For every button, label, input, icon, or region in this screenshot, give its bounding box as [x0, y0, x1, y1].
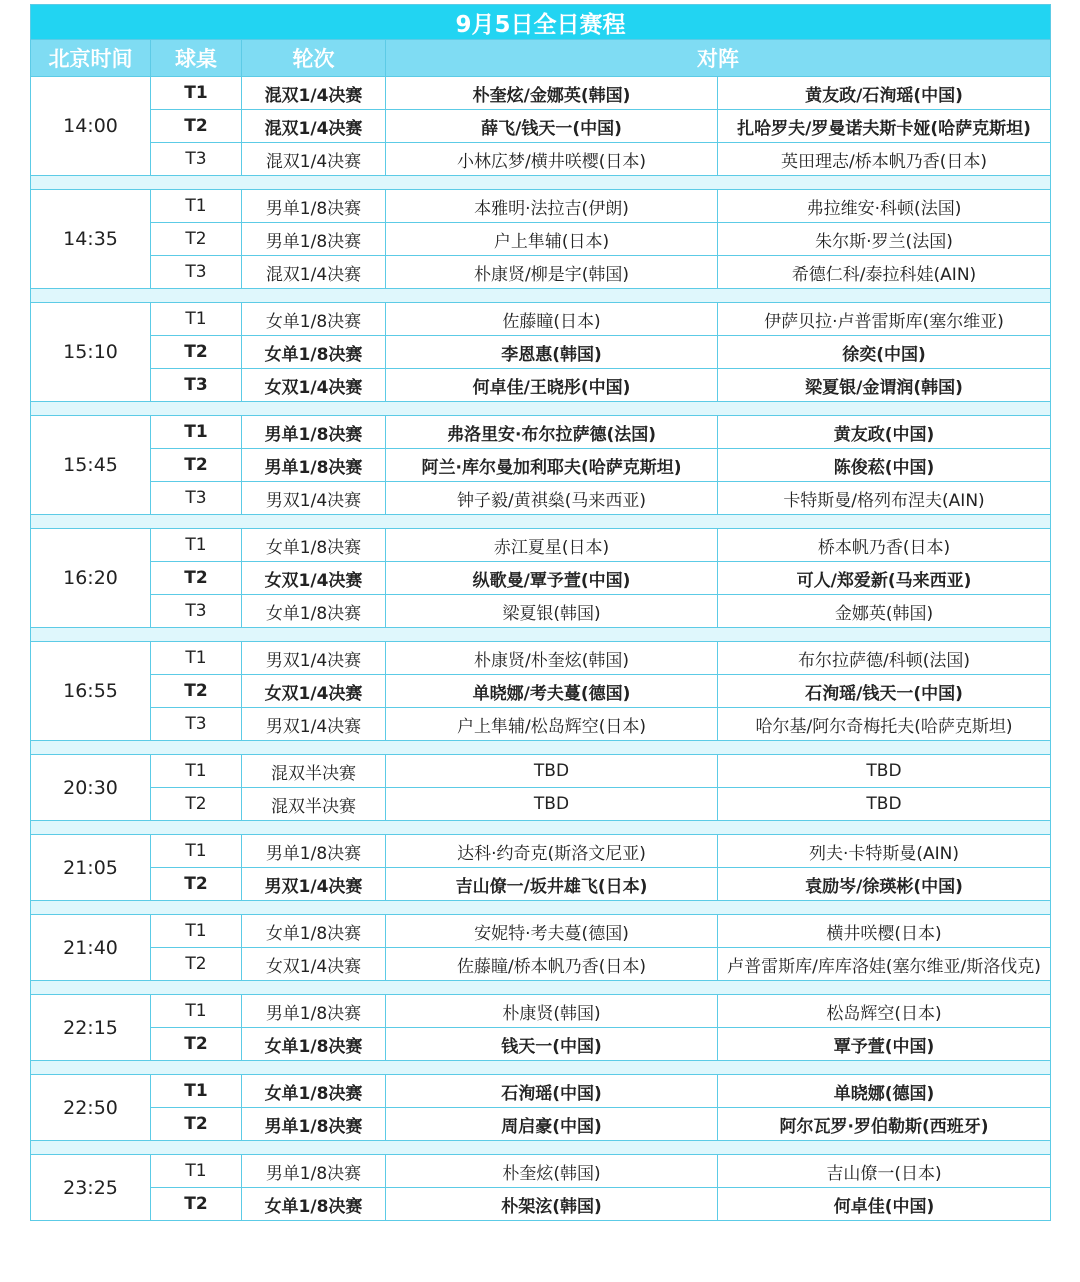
schedule-title: 9月5日全日赛程: [31, 5, 1051, 40]
match-row: [31, 675, 1051, 708]
table-cell: T2: [151, 562, 242, 595]
separator-cell: [31, 402, 1051, 416]
match-row: [31, 482, 1051, 515]
table-cell: T1: [151, 835, 242, 868]
table-cell: T1: [151, 995, 242, 1028]
player2-cell: 卢普雷斯库/库库洛娃(塞尔维亚/斯洛伐克): [718, 948, 1051, 981]
table-cell: T2: [151, 223, 242, 256]
match-row: [31, 1028, 1051, 1061]
player1-cell: 朴奎炫(韩国): [386, 1155, 718, 1188]
player1-cell: 户上隼辅(日本): [386, 223, 718, 256]
table-cell: T3: [151, 595, 242, 628]
player1-cell: 梁夏银(韩国): [386, 595, 718, 628]
round-cell: 女单1/8决赛: [242, 1075, 386, 1108]
round-cell: 混双半决赛: [242, 788, 386, 821]
round-cell: 女单1/8决赛: [242, 1028, 386, 1061]
round-cell: 男单1/8决赛: [242, 449, 386, 482]
time-cell: 21:40: [31, 915, 151, 981]
player2-cell: 横井咲樱(日本): [718, 915, 1051, 948]
match-row: [31, 336, 1051, 369]
player2-cell: 陈俊菘(中国): [718, 449, 1051, 482]
separator-cell: [31, 515, 1051, 529]
match-row: [31, 1108, 1051, 1141]
player1-cell: 薛飞/钱天一(中国): [386, 110, 718, 143]
player1-cell: 石洵瑶(中国): [386, 1075, 718, 1108]
match-row: [31, 256, 1051, 289]
match-row: [31, 1188, 1051, 1221]
round-cell: 男单1/8决赛: [242, 835, 386, 868]
round-cell: 女单1/8决赛: [242, 336, 386, 369]
table-cell: T3: [151, 708, 242, 741]
round-cell: 女双1/4决赛: [242, 369, 386, 402]
table-cell: T2: [151, 1188, 242, 1221]
table-cell: T2: [151, 1028, 242, 1061]
player2-cell: 何卓佳(中国): [718, 1188, 1051, 1221]
time-cell: 22:50: [31, 1075, 151, 1141]
match-row: [31, 788, 1051, 821]
table-cell: T2: [151, 449, 242, 482]
table-cell: T2: [151, 868, 242, 901]
separator-cell: [31, 1141, 1051, 1155]
table-cell: T1: [151, 303, 242, 336]
match-row: [31, 223, 1051, 256]
header-match: 对阵: [386, 40, 1051, 77]
player1-cell: 佐藤瞳(日本): [386, 303, 718, 336]
player1-cell: 朴架泫(韩国): [386, 1188, 718, 1221]
time-cell: 21:05: [31, 835, 151, 901]
match-row: [31, 835, 1051, 868]
slot-separator: [31, 741, 1051, 755]
player1-cell: 朴康贤(韩国): [386, 995, 718, 1028]
table-cell: T2: [151, 336, 242, 369]
slot-separator: [31, 176, 1051, 190]
table-cell: T1: [151, 416, 242, 449]
table-cell: T1: [151, 529, 242, 562]
player1-cell: 周启豪(中国): [386, 1108, 718, 1141]
player2-cell: 希德仁科/泰拉科娃(AIN): [718, 256, 1051, 289]
round-cell: 男双1/4决赛: [242, 708, 386, 741]
player2-cell: 徐奕(中国): [718, 336, 1051, 369]
round-cell: 混双半决赛: [242, 755, 386, 788]
player2-cell: TBD: [718, 755, 1051, 788]
player2-cell: 英田理志/桥本帆乃香(日本): [718, 143, 1051, 176]
match-row: [31, 868, 1051, 901]
round-cell: 男单1/8决赛: [242, 995, 386, 1028]
separator-cell: [31, 821, 1051, 835]
time-cell: 16:55: [31, 642, 151, 741]
match-row: [31, 642, 1051, 675]
time-cell: 15:45: [31, 416, 151, 515]
slot-separator: [31, 402, 1051, 416]
player1-cell: 单晓娜/考夫蔓(德国): [386, 675, 718, 708]
player2-cell: 列夫·卡特斯曼(AIN): [718, 835, 1051, 868]
slot-separator: [31, 289, 1051, 303]
match-row: [31, 369, 1051, 402]
round-cell: 男单1/8决赛: [242, 416, 386, 449]
match-row: [31, 77, 1051, 110]
table-cell: T3: [151, 369, 242, 402]
schedule-table: [30, 4, 1051, 1221]
match-row: [31, 995, 1051, 1028]
match-row: [31, 1155, 1051, 1188]
match-row: [31, 595, 1051, 628]
table-cell: T2: [151, 675, 242, 708]
round-cell: 男单1/8决赛: [242, 223, 386, 256]
separator-cell: [31, 901, 1051, 915]
player2-cell: 金娜英(韩国): [718, 595, 1051, 628]
round-cell: 女单1/8决赛: [242, 595, 386, 628]
match-row: [31, 110, 1051, 143]
round-cell: 女双1/4决赛: [242, 675, 386, 708]
time-cell: 23:25: [31, 1155, 151, 1221]
player2-cell: 黄友政(中国): [718, 416, 1051, 449]
player1-cell: 户上隼辅/松岛辉空(日本): [386, 708, 718, 741]
match-row: [31, 948, 1051, 981]
time-cell: 20:30: [31, 755, 151, 821]
table-cell: T3: [151, 256, 242, 289]
table-cell: T1: [151, 1155, 242, 1188]
player1-cell: 钱天一(中国): [386, 1028, 718, 1061]
player2-cell: 可人/郑爱新(马来西亚): [718, 562, 1051, 595]
slot-separator: [31, 901, 1051, 915]
time-cell: 15:10: [31, 303, 151, 402]
slot-separator: [31, 1061, 1051, 1075]
header-round: 轮次: [242, 40, 386, 77]
round-cell: 女单1/8决赛: [242, 1188, 386, 1221]
separator-cell: [31, 981, 1051, 995]
table-cell: T1: [151, 77, 242, 110]
player2-cell: 单晓娜(德国): [718, 1075, 1051, 1108]
match-row: [31, 190, 1051, 223]
player1-cell: 赤江夏星(日本): [386, 529, 718, 562]
player2-cell: 朱尔斯·罗兰(法国): [718, 223, 1051, 256]
table-cell: T2: [151, 110, 242, 143]
player2-cell: 扎哈罗夫/罗曼诺夫斯卡娅(哈萨克斯坦): [718, 110, 1051, 143]
player2-cell: 卡特斯曼/格列布涅夫(AIN): [718, 482, 1051, 515]
player1-cell: 钟子毅/黄祺燊(马来西亚): [386, 482, 718, 515]
player1-cell: TBD: [386, 788, 718, 821]
player1-cell: 小林広梦/横井咲樱(日本): [386, 143, 718, 176]
round-cell: 混双1/4决赛: [242, 77, 386, 110]
slot-separator: [31, 981, 1051, 995]
player2-cell: 石洵瑶/钱天一(中国): [718, 675, 1051, 708]
header-table: 球桌: [151, 40, 242, 77]
round-cell: 女双1/4决赛: [242, 948, 386, 981]
round-cell: 男双1/4决赛: [242, 868, 386, 901]
table-cell: T1: [151, 642, 242, 675]
match-row: [31, 562, 1051, 595]
player2-cell: 黄友政/石洵瑶(中国): [718, 77, 1051, 110]
player2-cell: 松岛辉空(日本): [718, 995, 1051, 1028]
round-cell: 男单1/8决赛: [242, 1108, 386, 1141]
time-cell: 14:00: [31, 77, 151, 176]
separator-cell: [31, 289, 1051, 303]
schedule-body: [31, 77, 1051, 1221]
player1-cell: 吉山僚一/坂井雄飞(日本): [386, 868, 718, 901]
player2-cell: 布尔拉萨德/科顿(法国): [718, 642, 1051, 675]
table-cell: T2: [151, 948, 242, 981]
match-row: [31, 416, 1051, 449]
player2-cell: 梁夏银/金谓润(韩国): [718, 369, 1051, 402]
player2-cell: 伊萨贝拉·卢普雷斯库(塞尔维亚): [718, 303, 1051, 336]
player2-cell: 桥本帆乃香(日本): [718, 529, 1051, 562]
table-cell: T2: [151, 1108, 242, 1141]
player1-cell: 达科·约奇克(斯洛文尼亚): [386, 835, 718, 868]
round-cell: 女单1/8决赛: [242, 303, 386, 336]
table-cell: T1: [151, 915, 242, 948]
player2-cell: TBD: [718, 788, 1051, 821]
match-row: [31, 449, 1051, 482]
match-row: [31, 755, 1051, 788]
separator-cell: [31, 628, 1051, 642]
player1-cell: 朴康贤/朴奎炫(韩国): [386, 642, 718, 675]
match-row: [31, 1075, 1051, 1108]
player2-cell: 哈尔基/阿尔奇梅托夫(哈萨克斯坦): [718, 708, 1051, 741]
time-cell: 14:35: [31, 190, 151, 289]
table-cell: T2: [151, 788, 242, 821]
player1-cell: 朴康贤/柳是宇(韩国): [386, 256, 718, 289]
player2-cell: 袁励岑/徐瑛彬(中国): [718, 868, 1051, 901]
player2-cell: 阿尔瓦罗·罗伯勒斯(西班牙): [718, 1108, 1051, 1141]
player1-cell: 李恩惠(韩国): [386, 336, 718, 369]
separator-cell: [31, 1061, 1051, 1075]
player2-cell: 覃予萱(中国): [718, 1028, 1051, 1061]
player2-cell: 弗拉维安·科顿(法国): [718, 190, 1051, 223]
player2-cell: 吉山僚一(日本): [718, 1155, 1051, 1188]
match-row: [31, 915, 1051, 948]
match-row: [31, 143, 1051, 176]
player1-cell: 纵歌曼/覃予萱(中国): [386, 562, 718, 595]
table-cell: T3: [151, 143, 242, 176]
header-time: 北京时间: [31, 40, 151, 77]
round-cell: 女双1/4决赛: [242, 562, 386, 595]
round-cell: 男双1/4决赛: [242, 482, 386, 515]
table-cell: T1: [151, 190, 242, 223]
player1-cell: 何卓佳/王晓彤(中国): [386, 369, 718, 402]
match-row: [31, 303, 1051, 336]
table-cell: T1: [151, 755, 242, 788]
slot-separator: [31, 1141, 1051, 1155]
player1-cell: 弗洛里安·布尔拉萨德(法国): [386, 416, 718, 449]
player1-cell: 朴奎炫/金娜英(韩国): [386, 77, 718, 110]
round-cell: 男双1/4决赛: [242, 642, 386, 675]
table-cell: T3: [151, 482, 242, 515]
match-row: [31, 529, 1051, 562]
player1-cell: TBD: [386, 755, 718, 788]
player1-cell: 本雅明·法拉吉(伊朗): [386, 190, 718, 223]
round-cell: 女单1/8决赛: [242, 529, 386, 562]
round-cell: 男单1/8决赛: [242, 1155, 386, 1188]
round-cell: 女单1/8决赛: [242, 915, 386, 948]
player1-cell: 佐藤瞳/桥本帆乃香(日本): [386, 948, 718, 981]
separator-cell: [31, 741, 1051, 755]
round-cell: 男单1/8决赛: [242, 190, 386, 223]
slot-separator: [31, 515, 1051, 529]
player1-cell: 安妮特·考夫蔓(德国): [386, 915, 718, 948]
player1-cell: 阿兰·库尔曼加利耶夫(哈萨克斯坦): [386, 449, 718, 482]
table-cell: T1: [151, 1075, 242, 1108]
time-cell: 22:15: [31, 995, 151, 1061]
slot-separator: [31, 628, 1051, 642]
round-cell: 混双1/4决赛: [242, 143, 386, 176]
slot-separator: [31, 821, 1051, 835]
match-row: [31, 708, 1051, 741]
separator-cell: [31, 176, 1051, 190]
round-cell: 混双1/4决赛: [242, 110, 386, 143]
round-cell: 混双1/4决赛: [242, 256, 386, 289]
time-cell: 16:20: [31, 529, 151, 628]
